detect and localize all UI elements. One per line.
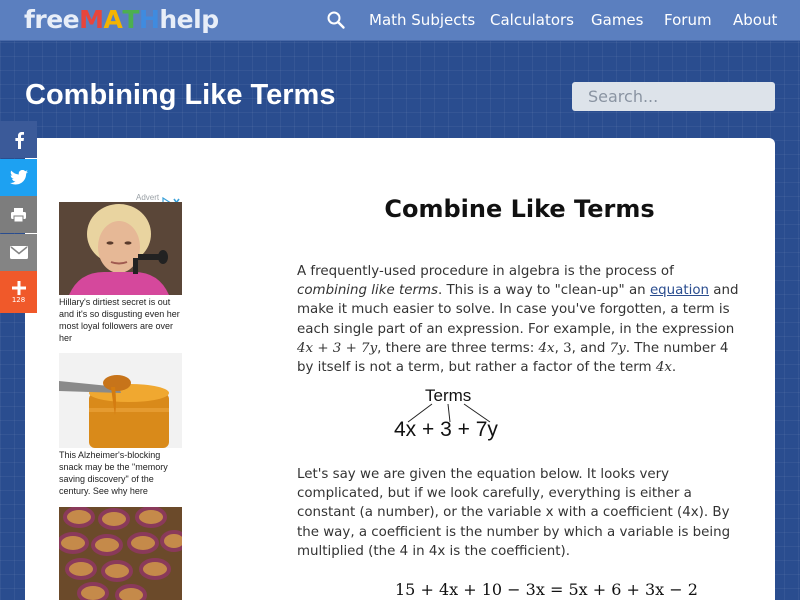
nav-math-subjects[interactable]: Math Subjects — [369, 11, 476, 29]
terms-diagram-expression: 4x + 3 + 7y — [394, 418, 498, 441]
site-logo[interactable] — [24, 5, 219, 35]
article-title: Combine Like Terms — [384, 195, 655, 223]
facebook-share-button[interactable] — [0, 121, 37, 158]
math-term: 4x — [538, 340, 555, 356]
article-paragraph-1 — [297, 262, 744, 377]
math-term: 3 — [563, 340, 572, 356]
print-icon — [10, 207, 27, 223]
equation-display: 15 + 4x + 10 − 3x = 5x + 6 + 3x − 2 — [395, 580, 698, 599]
logo-letter: H — [138, 5, 160, 34]
top-nav — [0, 0, 800, 41]
terms-diagram-label: Terms — [425, 386, 472, 405]
search-icon[interactable] — [326, 10, 346, 30]
logo-help: help — [159, 5, 219, 34]
math-expression: 4x + 3 + 7y — [297, 340, 378, 356]
nav-about[interactable]: About — [733, 11, 778, 29]
text-span: . — [671, 360, 677, 376]
email-share-button[interactable] — [0, 234, 37, 271]
logo-letter: T — [122, 5, 139, 34]
text-span: , and — [571, 340, 610, 356]
ad-image-portrait[interactable] — [59, 202, 182, 295]
twitter-icon — [10, 170, 28, 185]
text-span: , there are three terms: — [377, 340, 539, 356]
equation-link[interactable]: equation — [649, 283, 710, 299]
ad-caption-1[interactable]: Hillary's dirtiest secret is out and it's so disgusting even her most loyal followers are over her — [59, 297, 180, 343]
ad-image-food[interactable] — [59, 507, 182, 600]
text-span: and make it much easier to solve. In case you've forgotten, a term is each single part of an expression. For example, in the expression — [297, 283, 739, 337]
ad-label: Advert — [136, 193, 160, 202]
logo-free: free — [24, 5, 80, 34]
ad-image-honey[interactable] — [59, 353, 182, 448]
math-term: 7y — [609, 340, 626, 356]
ad-caption-2[interactable]: This Alzheimer's-blocking snack may be the "memory saving discovery" of the century. See why here — [59, 450, 168, 496]
article-paragraph-2: Let's say we are given the equation below. It looks very complicated, but if we look carefully, everything is either a constant (a number), or the variable x with a coefficient (4x). By the way, a coefficient is the number by which a variable is being multiplied (the 4 in 4x is the coefficient). — [297, 467, 731, 559]
emphasis-text: combining like terms — [297, 283, 438, 299]
text-span: . This is a way to "clean-up" an — [437, 283, 650, 299]
logo-letter: A — [103, 5, 123, 34]
nav-forum[interactable]: Forum — [664, 11, 712, 29]
page-title: Combining Like Terms — [25, 79, 336, 111]
plus-icon — [12, 281, 26, 295]
search-input[interactable]: Search... — [572, 82, 775, 111]
nav-games[interactable]: Games — [591, 11, 644, 29]
text-span: . The number 4 by itself is not a term, but rather a factor of the term — [297, 340, 729, 376]
text-span: , — [554, 340, 564, 356]
logo-math — [79, 5, 159, 34]
math-term: 4x — [655, 360, 672, 376]
logo-letter: M — [79, 5, 104, 34]
print-button[interactable] — [0, 196, 37, 233]
share-count: 128 — [11, 295, 26, 304]
more-share-button[interactable] — [0, 271, 37, 313]
twitter-share-button[interactable] — [0, 159, 37, 196]
text-span: A frequently-used procedure in algebra is the process of — [297, 264, 674, 279]
email-icon — [10, 246, 28, 259]
facebook-icon — [13, 131, 25, 149]
nav-calculators[interactable]: Calculators — [490, 11, 574, 29]
